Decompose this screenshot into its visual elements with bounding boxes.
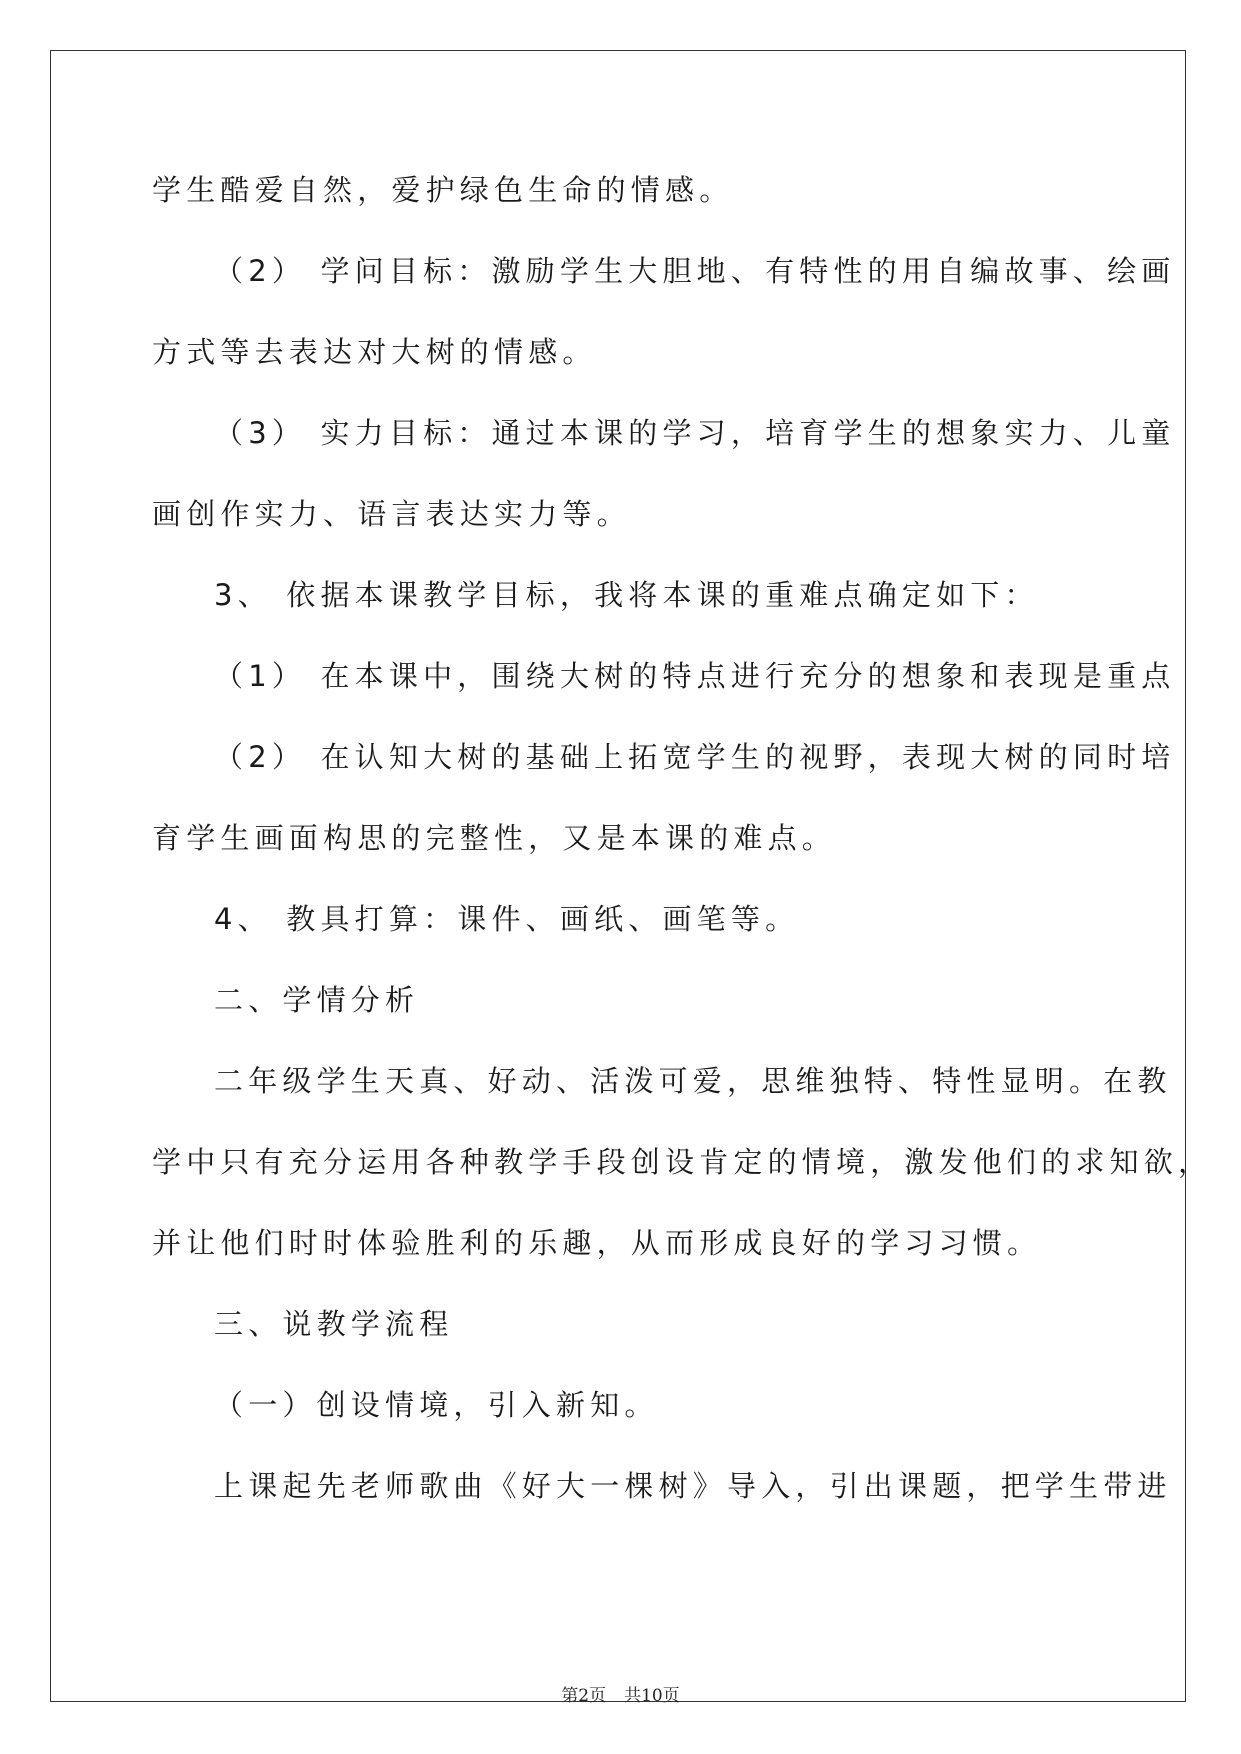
text-line: 3、 依据本课教学目标，我将本课的重难点确定如下： — [214, 578, 1039, 612]
page-border — [50, 50, 1186, 1702]
text-line: 画创作实力、语言表达实力等。 — [152, 497, 631, 531]
section-heading: 二、学情分析 — [214, 983, 420, 1017]
text-line: 二年级学生天真、好动、活泼可爱，思维独特、特性显明。在教 — [214, 1064, 1172, 1098]
text-line: 学中只有充分运用各种教学手段创设肯定的情境，激发他们的求知欲， — [152, 1145, 1213, 1179]
text-line: 并让他们时时体验胜利的乐趣，从而形成良好的学习习惯。 — [152, 1226, 1042, 1260]
section-heading: 三、说教学流程 — [214, 1307, 454, 1341]
page-footer — [0, 1684, 1241, 1708]
page-number: 第2页 — [561, 1686, 607, 1706]
subsection-heading: （一）创设情境，引入新知。 — [214, 1388, 659, 1422]
text-line: （2） 学问目标：激励学生大胆地、有特性的用自编故事、绘画 — [214, 254, 1176, 288]
text-line: （1） 在本课中，围绕大树的特点进行充分的想象和表现是重点 — [214, 659, 1176, 693]
text-line: 育学生画面构思的完整性，又是本课的难点。 — [152, 821, 837, 855]
text-line: 方式等去表达对大树的情感。 — [152, 335, 597, 369]
text-line: （3） 实力目标：通过本课的学习，培育学生的想象实力、儿童 — [214, 416, 1176, 450]
text-line: 4、 教具打算：课件、画纸、画笔等。 — [214, 902, 800, 936]
text-line: （2） 在认知大树的基础上拓宽学生的视野，表现大树的同时培 — [214, 740, 1176, 774]
page-total: 共10页 — [624, 1686, 680, 1706]
text-line: 上课起先老师歌曲《好大一棵树》导入，引出课题，把学生带进 — [214, 1469, 1172, 1503]
text-line: 学生酷爱自然，爱护绿色生命的情感。 — [152, 173, 734, 207]
